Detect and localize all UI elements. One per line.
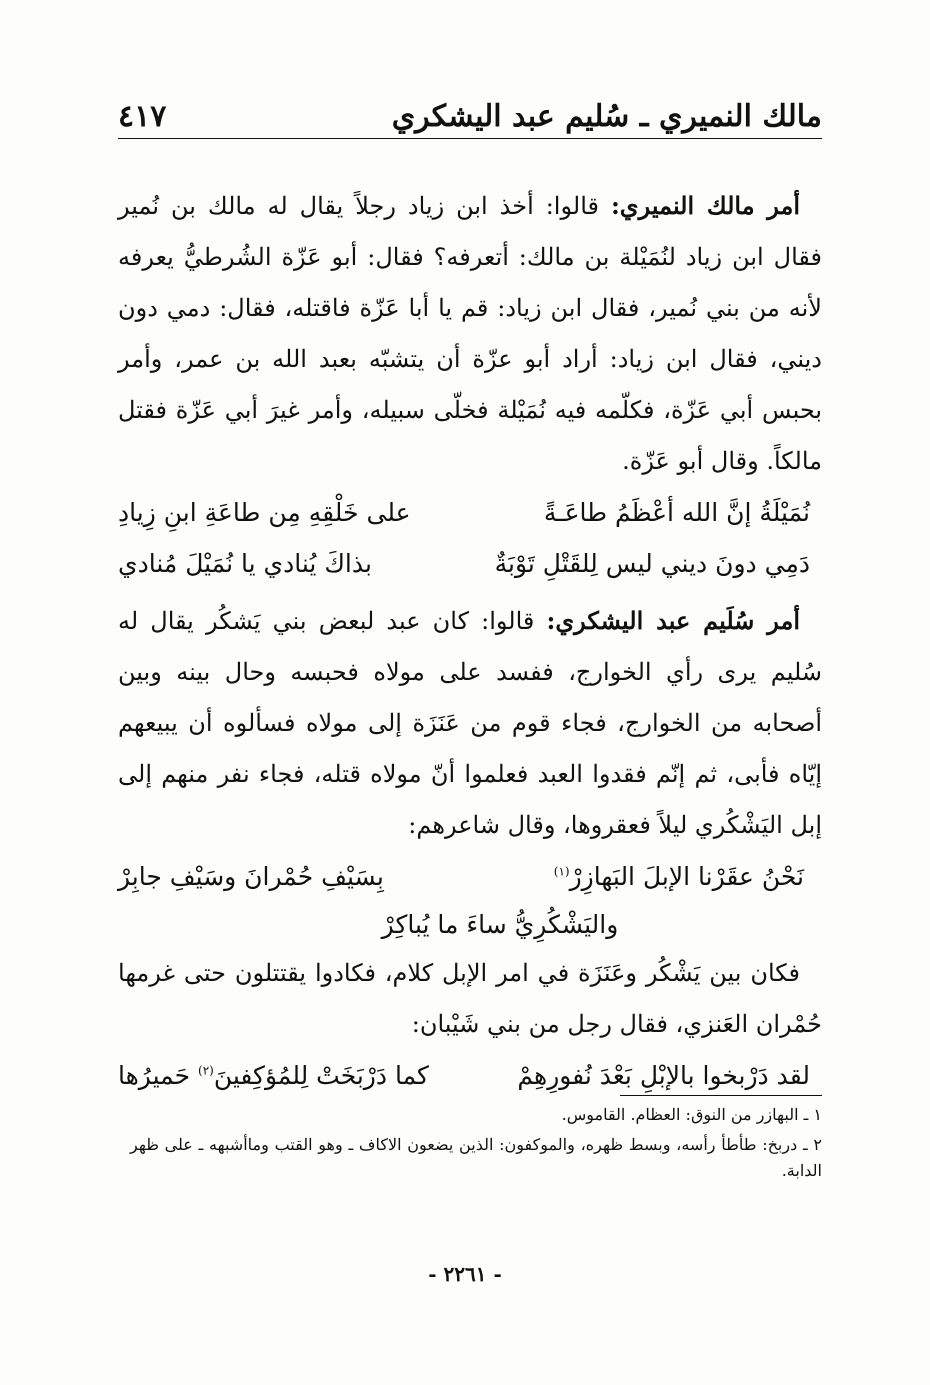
hemistich-right	[554, 851, 804, 902]
footnote-marker: (٢)	[198, 1063, 214, 1078]
hemistich-left-end: حَميرُها	[118, 1061, 191, 1090]
section-continuation	[118, 948, 822, 1050]
section-malik	[118, 180, 822, 487]
hemistich-right: دَمِي دونَ ديني ليس لِلقَتْلِ تَوْبَةٌ	[494, 549, 810, 578]
header-title: مالك النميري ـ سُليم عبد اليشكري	[391, 99, 822, 134]
hemistich-right: نُمَيْلَةُ إنَّ الله أعْظَمُ طاعَـةً	[543, 498, 810, 527]
hemistich-left: بِسَيْفِ حُمْرانَ وسَيْفِ جابِرْ	[118, 862, 384, 891]
hemistich-left: بذاكَ يُنادي يا نُمَيْلَ مُنادي	[118, 549, 372, 578]
main-text	[118, 180, 822, 1101]
hemistich-left: على خَلْقِهِ مِن طاعَةِ ابنِ زِيادِ	[118, 498, 411, 527]
hemistich-left	[118, 1050, 429, 1101]
poem-line	[118, 487, 822, 538]
footnote-1: ١ ـ البهازر من النوق: العظام. القاموس.	[561, 1105, 822, 1124]
section-sulaym	[118, 595, 822, 851]
poem-line	[118, 851, 822, 902]
footnote-rule	[620, 1095, 822, 1096]
header-page-number: ٤١٧	[118, 99, 167, 134]
footnote-marker: (١)	[553, 864, 570, 879]
section-text-continuation: فكان بين يَشْكُر وعَنَزَة في امر الإبل كلام، فكادوا يقتتلون حتى غرمها حُمْران العَنزي، فقال رجل من بني شَيْبان:	[118, 959, 822, 1038]
section-heading-malik: أمر مالك النميري:	[610, 191, 800, 220]
footnote-2: ٢ ـ دربخ: طأطأ رأسه، وبسط ظهره، والموكفون: الذين يضعون الاكاف ـ وهو القتب وماأشبهه ـ على ظهر الدابة.	[130, 1135, 822, 1180]
running-header	[118, 88, 822, 134]
section-text-malik: قالوا: أخذ ابن زياد رجلاً يقال له مالك بن نُمير فقال ابن زياد لنُمَيْلة بن مالك: أتعرفه؟ فقال: أبو عَزّة الشُرطيُّ يعرفه لأنه من بني نُمير، فقال ابن زياد: قم يا أبا عَزّة فاقتله، فقال: دمي دون ديني، فقال ابن زياد: أراد أبو عزّة أن يتشبّه بعبد الله بن عمر، وأمر بحبس أبي عَزّة، فكلّمه فيه نُمَيْلة فخلّى سبيله، وأمر غيرَ أبي عَزّة فقتل مالكاً. وقال أبو عَزّة.	[118, 192, 822, 475]
section-heading-sulaym: أمر سُلَيم عبد اليشكري:	[546, 606, 800, 635]
footnotes	[130, 1102, 822, 1188]
section-text-sulaym: قالوا: كان عبد لبعض بني يَشكُر يقال له سُليم يرى رأي الخوارج، ففسد على مولاه فحبسه وحال بينه وبين أصحابه من الخوارج، فجاء قوم من عَنَزَة إلى مولاه فسألوه أن يبيعهم إيّاه فأبى، ثم إنّم فقدوا العبد فعلموا أنّ مولاه قتله، فجاء نفر منهم إلى إبل اليَشْكُري ليلاً فعقروها، وقال شاعرهم:	[118, 607, 822, 839]
hemistich-right: لقد دَرْبخوا بالإبْلِ بَعْدَ نُفورِهِمْ	[517, 1061, 810, 1090]
poem-line-single: واليَشْكُرِيُّ ساءَ ما يُباكِرْ	[381, 910, 619, 939]
poem-line	[118, 538, 822, 589]
hemistich-left-text: كما دَرْبَخَتْ لِلمُؤكِفينَ	[213, 1061, 429, 1090]
poem-line	[118, 1050, 822, 1101]
hemistich-right-text: نَحْنُ عقَرْنا الإبلَ البَهازِرْ	[569, 862, 804, 891]
folio-number: - ٢٢٦١ -	[428, 1262, 502, 1286]
header-rule	[118, 138, 822, 139]
